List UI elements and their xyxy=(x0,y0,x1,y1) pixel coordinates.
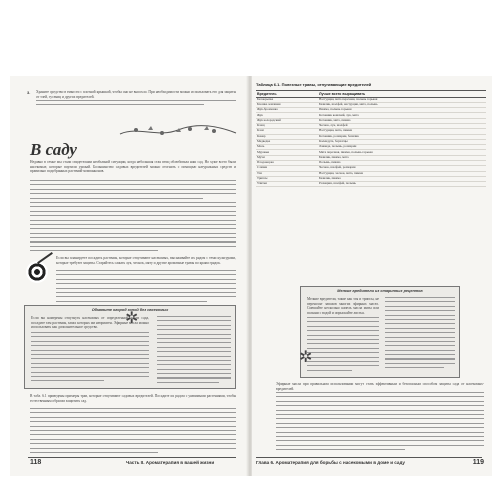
body-text-lines xyxy=(36,100,236,110)
left-page xyxy=(10,76,248,476)
pest-cell: Моль xyxy=(256,145,318,150)
body-text-lines xyxy=(276,392,484,454)
running-head: Глава 6. Ароматерапия для борьбы с насекомыми в доме и саду xyxy=(256,460,405,465)
pest-table xyxy=(256,90,486,187)
pest-cell: Слизни xyxy=(256,166,318,171)
body-text-lines xyxy=(30,408,236,454)
pest-cell: Жук-бронзовка xyxy=(256,108,318,113)
table-header: Лучше всего выращивать xyxy=(318,91,486,98)
sidebar-box xyxy=(24,305,236,389)
pest-cell: Тля xyxy=(256,171,318,176)
herbs-cell: Мята перечная, пижма, полынь горькая xyxy=(318,150,486,155)
body-text-lines xyxy=(56,270,236,304)
herbs-cell: Календула, бархатцы xyxy=(318,139,486,144)
list-item-text: Храните средство в емкости с плотной крышкой, чтобы оно не высохло. При необходимости можно использовать его для защиты от тлей, гусениц и других вредителей. xyxy=(36,90,236,99)
herbs-cell: Чеснок, лук, шалфей xyxy=(318,124,486,129)
herbs-cell: Лаванда, полынь, розмарин xyxy=(318,145,486,150)
decorative-vine-icon xyxy=(118,124,238,138)
pest-cell: Жук колорадский xyxy=(256,118,318,123)
herbs-cell: Котовник кошачий, лук, мята xyxy=(318,113,486,118)
body-text-lines xyxy=(30,180,236,256)
bottom-text: В табл. 6.1 приведены примеры трав, которые отпугивают садовых вредителей. Посадите их рядом с уязвимыми растениями, чтобы естественным образом защитить сад. xyxy=(30,394,236,403)
herbs-cell: Базилик, шалфей, настурция, мята, полынь xyxy=(318,102,486,107)
herbs-cell: Розмарин, шалфей, полынь xyxy=(318,182,486,187)
section-title: В саду xyxy=(30,140,77,159)
herbs-cell: Котовник, розмарин, базилик xyxy=(318,134,486,139)
table-row xyxy=(256,182,486,187)
pest-cell: Улитки xyxy=(256,182,318,187)
box-text: Мелкие вредители, такие как тля и трипсы, не переносят запахов многих эфирных масел. Смешайте несколько капель масла мяты или полыни с водой и опрыскайте листья. xyxy=(307,297,379,315)
footer-rule xyxy=(256,457,482,458)
page-number: 119 xyxy=(472,459,484,466)
pest-cell: Белокрылка xyxy=(256,97,318,102)
bug-icon: ✲ xyxy=(299,349,313,366)
page-number: 118 xyxy=(30,459,42,466)
herbs-cell: Базилик, пижма, мята xyxy=(318,155,486,160)
herbs-cell: Настурция, мята, пижма xyxy=(318,129,486,134)
right-page xyxy=(252,76,492,476)
herbs-cell: Пижма, полынь горькая xyxy=(318,108,486,113)
herbs-cell: Котовник, мята, пижма xyxy=(318,118,486,123)
intro-text: Недавно в семье мы стали свидетелями необычной ситуации, когда небольшая стая птиц облюбовала наш сад. Но хуже всего были насекомые, которые портили урожай. Большинство садовых вредителей можно отогнать с помощью натуральных средств и правильно подобранных растений-компаньонов. xyxy=(30,160,236,174)
table-title: Таблица 6.1. Полезные травы, отпугивающие вредителей xyxy=(256,82,372,87)
pest-cell: Трипсы xyxy=(256,176,318,181)
running-head: Часть II. Ароматерапия в вашей жизни xyxy=(126,460,215,465)
box-title: Обманите огород зоной без насекомых xyxy=(91,308,169,312)
box-text: Если вы намерены отпугнуть насекомых от определенной части сада, посадите там растения, запах которых им неприятен. Эфирные масла можно использовать как дополнительное средство. xyxy=(31,316,149,330)
body-text-lines xyxy=(307,317,379,375)
target-icon xyxy=(26,261,48,283)
pest-cell: Комар xyxy=(256,134,318,139)
table-header: Вредитель xyxy=(256,91,318,98)
pest-cell: Жук xyxy=(256,113,318,118)
tip-text: Если вы планируете посадить растения, которые отпугивают насекомых, высаживайте их рядом с теми культурами, которые требуют защиты. Старайтесь сажать лук, чеснок, мяту и другие ароматные травы по краям грядок. xyxy=(56,256,236,265)
pest-cell: Плодожорка xyxy=(256,160,318,165)
pest-cell: Медведка xyxy=(256,139,318,144)
pest-cell: Блошка земляная xyxy=(256,102,318,107)
herbs-cell: Базилик, пижма xyxy=(318,176,486,181)
bug-icon: ✲ xyxy=(125,310,139,327)
pest-cell: Клоп xyxy=(256,129,318,134)
pest-cell: Мухи xyxy=(256,155,318,160)
herbs-cell: Полынь, пижма xyxy=(318,160,486,165)
pest-cell: Клещ xyxy=(256,124,318,129)
body-text-lines xyxy=(385,297,455,375)
herbs-cell: Настурция, мята перечная, полынь горькая xyxy=(318,97,486,102)
pest-cell: Муравьи xyxy=(256,150,318,155)
box-title: Мелкие вредители из старинных рецептов xyxy=(337,289,423,293)
herbs-cell: Настурция, чеснок, мята, пижма xyxy=(318,171,486,176)
body-text-lines xyxy=(31,332,149,386)
footer-rule xyxy=(28,457,236,458)
herbs-cell: Чеснок, шалфей, розмарин xyxy=(318,166,486,171)
body-text-lines xyxy=(157,316,231,386)
list-number: 3. xyxy=(27,90,31,95)
sidebar-box xyxy=(300,286,460,378)
bottom-text: Эфирные масла при правильном использовании могут стать эффективным и безопасным способом защиты сада от насекомых-вредителей. xyxy=(276,382,484,391)
